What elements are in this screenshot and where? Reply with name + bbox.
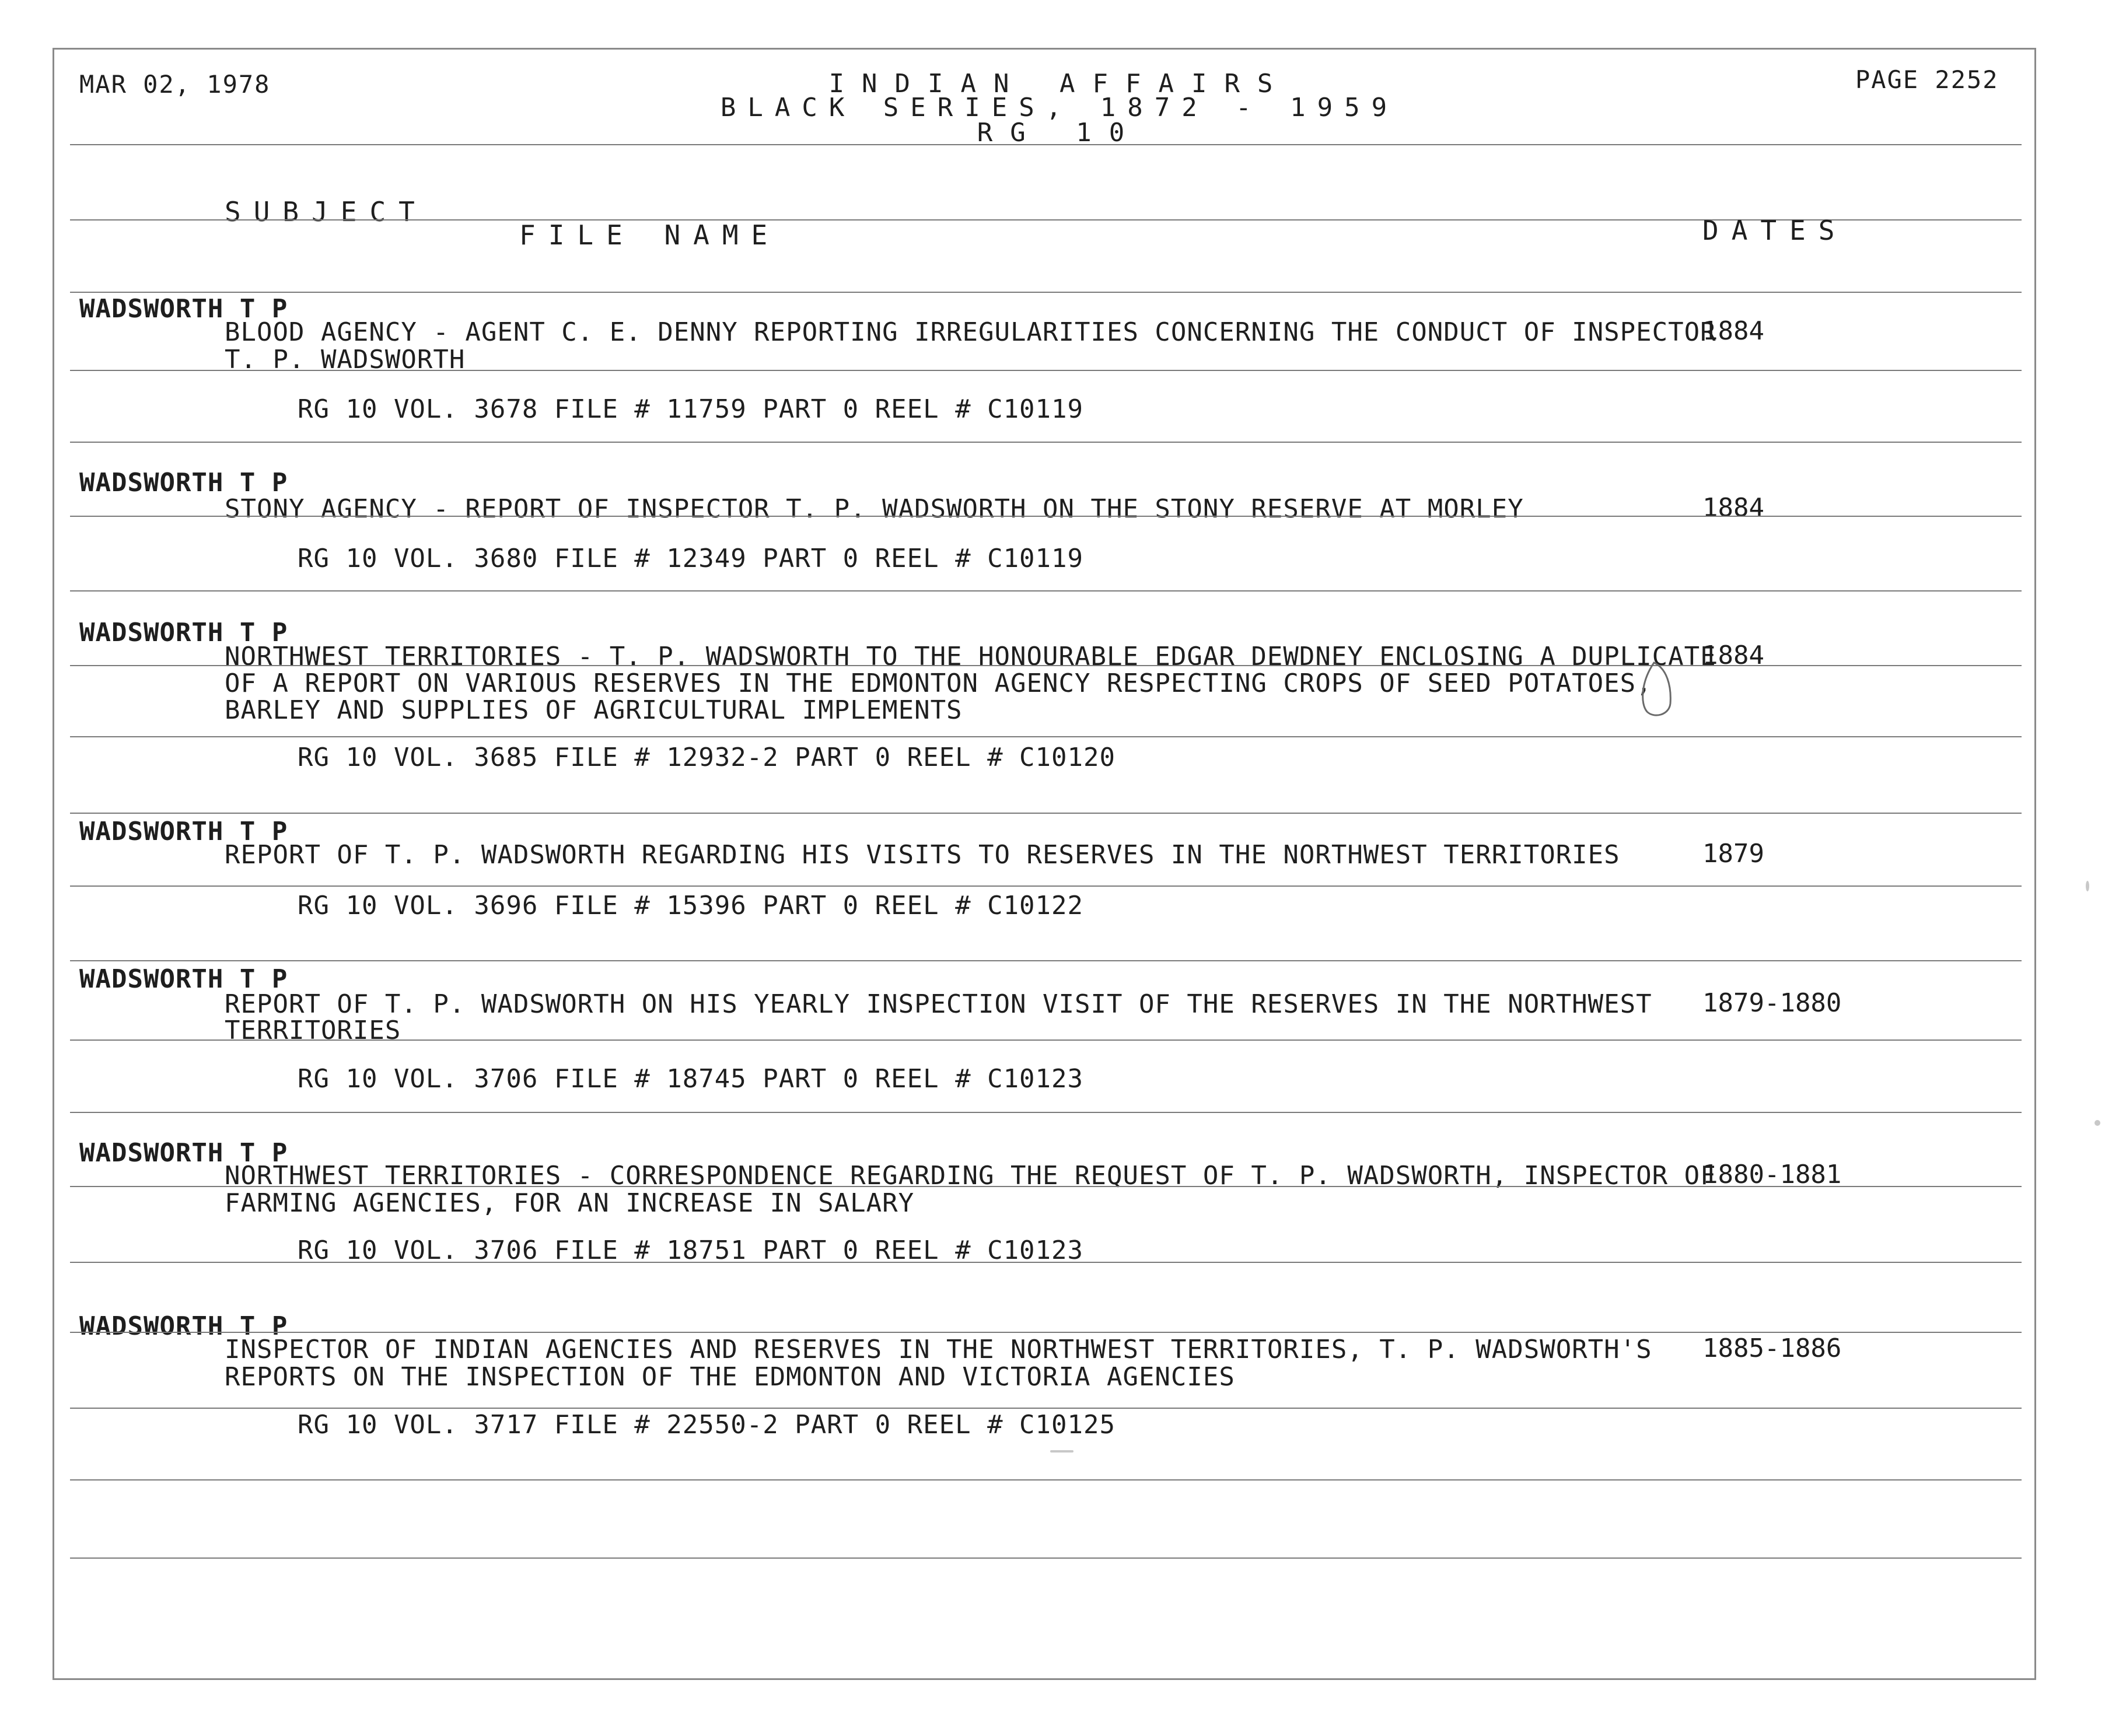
column-file-name: FILE NAME xyxy=(519,219,781,251)
entry-dates: 1884 xyxy=(1702,316,1764,346)
entry-subject: WADSWORTH T P xyxy=(79,1311,288,1341)
entry-file-name: INSPECTOR OF INDIAN AGENCIES AND RESERVES IN THE NORTHWEST TERRITORIES, T. P. WADSWORTH'S xyxy=(225,1335,1652,1364)
entry-file-name: NORTHWEST TERRITORIES - CORRESPONDENCE REGARDING THE REQUEST OF T. P. WADSWORTH, INSPECTOR OF xyxy=(225,1161,1716,1191)
entry-reference: RG 10 VOL. 3685 FILE # 12932-2 PART 0 REEL # C10120 xyxy=(298,743,1116,772)
entry-dates: 1880-1881 xyxy=(1702,1160,1842,1189)
entry-file-name: REPORT OF T. P. WADSWORTH REGARDING HIS VISITS TO RESERVES IN THE NORTHWEST TERRITORIES xyxy=(225,840,1620,870)
entry-subject: WADSWORTH T P xyxy=(79,964,288,994)
column-subject: SUBJECT xyxy=(225,196,428,228)
scan-speck xyxy=(2086,881,2089,891)
divider xyxy=(70,736,2022,737)
scan-speck xyxy=(1050,1450,1074,1452)
entry-subject: WADSWORTH T P xyxy=(79,1138,288,1168)
entry-reference: RG 10 VOL. 3717 FILE # 22550-2 PART 0 REEL # C10125 xyxy=(298,1410,1116,1440)
entry-file-name: OF A REPORT ON VARIOUS RESERVES IN THE EDMONTON AGENCY RESPECTING CROPS OF SEED POTATOES, xyxy=(225,668,1652,698)
entry-file-name: NORTHWEST TERRITORIES - T. P. WADSWORTH TO THE HONOURABLE EDGAR DEWDNEY ENCLOSING A DUPLICATE xyxy=(225,642,1716,671)
divider xyxy=(70,1558,2022,1559)
divider xyxy=(70,1332,2022,1333)
page-number: PAGE 2252 xyxy=(1855,65,1999,94)
divider xyxy=(70,590,2022,592)
divider xyxy=(70,1186,2022,1187)
report-date: MAR 02, 1978 xyxy=(79,70,271,99)
entry-file-name: TERRITORIES xyxy=(225,1016,401,1045)
divider xyxy=(70,1040,2022,1041)
entry-reference: RG 10 VOL. 3678 FILE # 11759 PART 0 REEL # C10119 xyxy=(298,394,1084,424)
entry-subject: WADSWORTH T P xyxy=(79,817,288,846)
report-title: INDIAN AFFAIRS xyxy=(828,69,1291,99)
divider xyxy=(70,1479,2022,1480)
divider xyxy=(70,960,2022,961)
report-series: BLACK SERIES, 1872 - 1959 xyxy=(720,93,1399,123)
scan-blot xyxy=(1637,658,1677,722)
divider xyxy=(70,886,2022,887)
divider xyxy=(70,292,2022,293)
divider xyxy=(70,144,2022,145)
divider xyxy=(70,442,2022,443)
entry-subject: WADSWORTH T P xyxy=(79,468,288,498)
entry-file-name: FARMING AGENCIES, FOR AN INCREASE IN SALARY xyxy=(225,1188,915,1218)
divider xyxy=(70,1112,2022,1113)
column-dates: DATES xyxy=(1702,215,1848,246)
entry-dates: 1884 xyxy=(1702,640,1764,670)
divider xyxy=(70,1262,2022,1263)
scan-speck xyxy=(2094,1120,2100,1126)
entry-reference: RG 10 VOL. 3706 FILE # 18751 PART 0 REEL # C10123 xyxy=(298,1236,1084,1265)
entry-file-name: BARLEY AND SUPPLIES OF AGRICULTURAL IMPLEMENTS xyxy=(225,695,963,725)
divider xyxy=(70,370,2022,371)
report-group: RG 10 xyxy=(977,118,1142,148)
entry-dates: 1885-1886 xyxy=(1702,1334,1842,1363)
entry-reference: RG 10 VOL. 3680 FILE # 12349 PART 0 REEL # C10119 xyxy=(298,544,1084,573)
entry-file-name: REPORT OF T. P. WADSWORTH ON HIS YEARLY INSPECTION VISIT OF THE RESERVES IN THE NORTHWEST xyxy=(225,989,1652,1019)
divider xyxy=(70,516,2022,517)
divider xyxy=(70,1408,2022,1409)
entry-file-name: REPORTS ON THE INSPECTION OF THE EDMONTON AND VICTORIA AGENCIES xyxy=(225,1362,1235,1392)
entry-dates: 1884 xyxy=(1702,493,1764,523)
entry-dates: 1879-1880 xyxy=(1702,988,1842,1018)
entry-subject: WADSWORTH T P xyxy=(79,294,288,324)
entry-reference: RG 10 VOL. 3696 FILE # 15396 PART 0 REEL # C10122 xyxy=(298,891,1084,921)
entry-file-name: STONY AGENCY - REPORT OF INSPECTOR T. P. WADSWORTH ON THE STONY RESERVE AT MORLEY xyxy=(225,494,1524,524)
entry-file-name: T. P. WADSWORTH xyxy=(225,345,466,374)
entry-subject: WADSWORTH T P xyxy=(79,618,288,648)
entry-file-name: BLOOD AGENCY - AGENT C. E. DENNY REPORTING IRREGULARITIES CONCERNING THE CONDUCT OF INSPECTOR xyxy=(225,317,1716,347)
entry-reference: RG 10 VOL. 3706 FILE # 18745 PART 0 REEL # C10123 xyxy=(298,1064,1084,1094)
divider xyxy=(70,813,2022,814)
divider xyxy=(70,665,2022,666)
entry-dates: 1879 xyxy=(1702,839,1764,869)
